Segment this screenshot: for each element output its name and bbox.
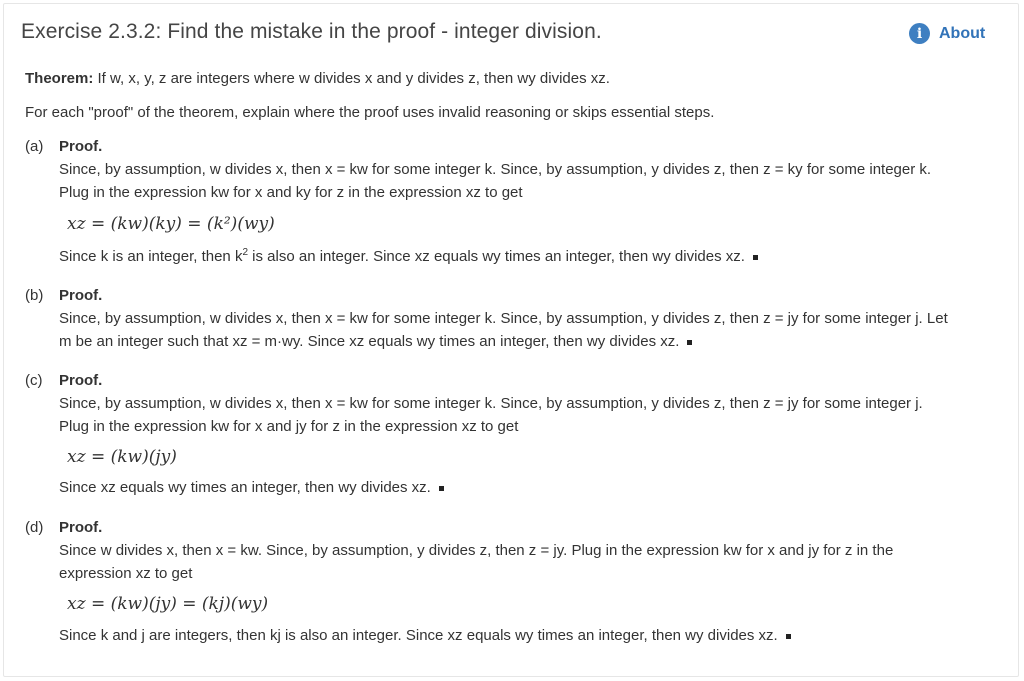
- part-d-line-2: expression xz to get: [59, 565, 193, 582]
- exercise-card: [3, 3, 1019, 677]
- part-c-conclusion: [59, 479, 444, 496]
- part-a-conclusion-pre: Since k is an integer, then k: [59, 248, 243, 265]
- qed-icon: [439, 486, 444, 491]
- part-d-equation: xz = (kw)(jy) = (kj)(wy): [67, 594, 269, 614]
- part-c-conclusion-text: Since xz equals wy times an integer, then wy divides xz.: [59, 479, 431, 496]
- part-c-proof-label: Proof.: [59, 372, 103, 389]
- part-d-conclusion-text: Since k and j are integers, then kj is also an integer. Since xz equals wy times an integer, then wy divides xz.: [59, 627, 778, 644]
- part-b-proof-label: Proof.: [59, 287, 103, 304]
- part-a-line-1: Since, by assumption, w divides x, then x = kw for some integer k. Since, by assumption, y divides z, then z = ky for some integer k.: [59, 161, 932, 178]
- part-a-conclusion: [59, 247, 758, 265]
- about-button[interactable]: [909, 23, 985, 44]
- part-a-line-2: Plug in the expression kw for x and ky for z in the expression xz to get: [59, 184, 523, 201]
- part-a-proof-label: Proof.: [59, 138, 103, 155]
- part-a-letter: (a): [25, 138, 44, 155]
- part-c-equation: xz = (kw)(jy): [67, 447, 177, 467]
- exercise-title: Exercise 2.3.2: Find the mistake in the proof - integer division.: [21, 20, 602, 43]
- part-d-line-1: Since w divides x, then x = kw. Since, by assumption, y divides z, then z = jy. Plug in the expression kw for x and jy for z in the: [59, 542, 894, 559]
- qed-icon: [786, 634, 791, 639]
- part-a-conclusion-post: is also an integer. Since xz equals wy times an integer, then wy divides xz.: [248, 248, 745, 265]
- qed-icon: [687, 340, 692, 345]
- about-label: About: [939, 24, 986, 42]
- part-b-letter: (b): [25, 287, 44, 304]
- part-b-line-2-text: m be an integer such that xz = m·wy. Since xz equals wy times an integer, then wy divides xz.: [59, 333, 680, 350]
- part-d-conclusion: [59, 627, 791, 644]
- qed-icon: [753, 255, 758, 260]
- theorem-label: Theorem:: [25, 70, 94, 87]
- part-c-letter: (c): [25, 372, 43, 389]
- part-c-line-2: Plug in the expression kw for x and jy for z in the expression xz to get: [59, 418, 519, 435]
- part-d-proof-label: Proof.: [59, 519, 103, 536]
- part-b-line-2: [59, 333, 692, 350]
- part-d-letter: (d): [25, 519, 44, 536]
- part-a-exponent: 2: [242, 247, 249, 258]
- instructions: For each "proof" of the theorem, explain where the proof uses invalid reasoning or skips essential steps.: [25, 104, 715, 121]
- theorem-text: If w, x, y, z are integers where w divides x and y divides z, then wy divides xz.: [93, 70, 610, 87]
- part-a-equation: xz = (kw)(ky) = (k²)(wy): [67, 214, 275, 234]
- part-b-line-1: Since, by assumption, w divides x, then x = kw for some integer k. Since, by assumption, y divides z, then z = jy for some integer j. Let: [59, 310, 948, 327]
- info-icon: i: [909, 23, 930, 44]
- theorem: [25, 70, 610, 87]
- part-c-line-1: Since, by assumption, w divides x, then x = kw for some integer k. Since, by assumption, y divides z, then z = jy for some integer j.: [59, 395, 923, 412]
